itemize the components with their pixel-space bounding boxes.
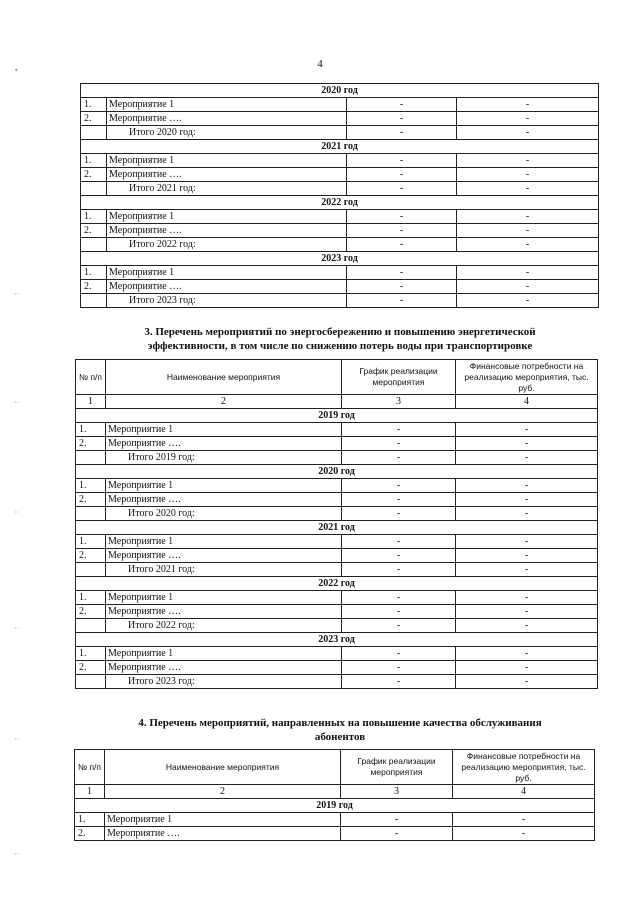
schedule-value: - bbox=[347, 112, 457, 126]
activity-row bbox=[81, 224, 599, 238]
row-number-empty bbox=[76, 507, 106, 521]
section-4-title-line2: абонентов bbox=[314, 731, 366, 743]
row-number: 2. bbox=[81, 224, 107, 238]
finance-value: - bbox=[457, 126, 599, 140]
year-label: 2020 год bbox=[81, 84, 599, 98]
year-row bbox=[81, 196, 599, 210]
row-number: 2. bbox=[81, 280, 107, 294]
schedule-value: - bbox=[347, 266, 457, 280]
year-total-label: Итого 2023 год: bbox=[106, 675, 342, 689]
finance-value: - bbox=[456, 647, 598, 661]
activity-name: Мероприятие 1 bbox=[106, 535, 342, 549]
year-total-label: Итого 2020 год: bbox=[106, 507, 342, 521]
row-number: 1. bbox=[76, 591, 106, 605]
year-label: 2023 год bbox=[76, 633, 598, 647]
activity-name: Мероприятие 1 bbox=[107, 154, 347, 168]
row-number: 2. bbox=[81, 168, 107, 182]
service-quality-table bbox=[74, 749, 595, 841]
schedule-value: - bbox=[342, 563, 456, 577]
finance-value: - bbox=[456, 423, 598, 437]
finance-value: - bbox=[457, 168, 599, 182]
column-number: 2 bbox=[106, 395, 342, 409]
finance-value: - bbox=[457, 112, 599, 126]
row-number: 2. bbox=[76, 549, 106, 563]
finance-value: - bbox=[456, 619, 598, 633]
year-label: 2023 год bbox=[81, 252, 599, 266]
row-number-empty bbox=[76, 563, 106, 577]
activity-row bbox=[76, 479, 598, 493]
activity-name: Мероприятие 1 bbox=[107, 210, 347, 224]
total-row bbox=[76, 619, 598, 633]
finance-value: - bbox=[457, 98, 599, 112]
finance-value: - bbox=[456, 535, 598, 549]
year-label: 2022 год bbox=[81, 196, 599, 210]
finance-value: - bbox=[453, 827, 595, 841]
row-number-empty bbox=[81, 126, 107, 140]
year-row bbox=[76, 577, 598, 591]
activity-name: Мероприятие 1 bbox=[106, 423, 342, 437]
margin-scan-mark: ·· bbox=[14, 398, 20, 407]
row-number-empty bbox=[76, 451, 106, 465]
energy-efficiency-table-body bbox=[76, 360, 598, 689]
row-number: 1. bbox=[76, 423, 106, 437]
schedule-value: - bbox=[347, 280, 457, 294]
activity-row bbox=[81, 154, 599, 168]
year-row bbox=[81, 84, 599, 98]
section-3-title-line1: 3. Перечень мероприятий по энергосбережению и повышению энергетической bbox=[144, 326, 536, 338]
section-4-title bbox=[40, 716, 640, 744]
activities-table-body bbox=[81, 84, 599, 308]
row-number: 1. bbox=[75, 813, 105, 827]
finance-value: - bbox=[456, 437, 598, 451]
schedule-value: - bbox=[342, 647, 456, 661]
finance-value: - bbox=[456, 605, 598, 619]
header-name-col: Наименование мероприятия bbox=[106, 360, 342, 395]
schedule-value: - bbox=[342, 493, 456, 507]
activity-name: Мероприятие …. bbox=[107, 280, 347, 294]
page-number: 4 bbox=[317, 58, 323, 70]
activity-name: Мероприятие 1 bbox=[106, 591, 342, 605]
row-number-empty bbox=[81, 238, 107, 252]
activity-name: Мероприятие …. bbox=[106, 493, 342, 507]
row-number: 1. bbox=[81, 154, 107, 168]
activity-row bbox=[76, 437, 598, 451]
table-header-row bbox=[75, 750, 595, 785]
activity-row bbox=[76, 423, 598, 437]
finance-value: - bbox=[456, 479, 598, 493]
section-3-title-line2: эффективности, в том числе по снижению потерь воды при транспортировке bbox=[147, 340, 533, 352]
activity-row bbox=[75, 813, 595, 827]
schedule-value: - bbox=[342, 661, 456, 675]
finance-value: - bbox=[457, 280, 599, 294]
activity-name: Мероприятие …. bbox=[107, 224, 347, 238]
schedule-value: - bbox=[342, 591, 456, 605]
row-number: 1. bbox=[76, 479, 106, 493]
finance-value: - bbox=[457, 154, 599, 168]
service-quality-table-body bbox=[75, 750, 595, 841]
schedule-value: - bbox=[342, 619, 456, 633]
year-row bbox=[76, 633, 598, 647]
year-total-label: Итого 2019 год: bbox=[106, 451, 342, 465]
finance-value: - bbox=[457, 224, 599, 238]
schedule-value: - bbox=[342, 451, 456, 465]
column-number: 3 bbox=[342, 395, 456, 409]
schedule-value: - bbox=[341, 827, 453, 841]
total-row bbox=[76, 451, 598, 465]
finance-value: - bbox=[457, 210, 599, 224]
column-number: 4 bbox=[456, 395, 598, 409]
row-number: 1. bbox=[81, 266, 107, 280]
margin-scan-mark: ·· bbox=[14, 735, 20, 744]
schedule-value: - bbox=[347, 210, 457, 224]
activity-name: Мероприятие …. bbox=[106, 661, 342, 675]
total-row bbox=[76, 675, 598, 689]
row-number: 1. bbox=[76, 535, 106, 549]
margin-scan-mark: ·· bbox=[14, 290, 20, 299]
header-number-col: № п/п bbox=[76, 360, 106, 395]
row-number-empty bbox=[76, 675, 106, 689]
header-schedule-col: График реализации мероприятия bbox=[342, 360, 456, 395]
year-row bbox=[75, 799, 595, 813]
row-number-empty bbox=[76, 619, 106, 633]
year-total-label: Итого 2020 год: bbox=[107, 126, 347, 140]
year-total-label: Итого 2022 год: bbox=[107, 238, 347, 252]
finance-value: - bbox=[457, 238, 599, 252]
year-row bbox=[76, 409, 598, 423]
schedule-value: - bbox=[342, 605, 456, 619]
year-label: 2019 год bbox=[76, 409, 598, 423]
schedule-value: - bbox=[347, 238, 457, 252]
year-label: 2021 год bbox=[81, 140, 599, 154]
total-row bbox=[76, 507, 598, 521]
header-finance-col: Финансовые потребности на реализацию мероприятия, тыс. руб. bbox=[453, 750, 595, 785]
year-label: 2021 год bbox=[76, 521, 598, 535]
total-row bbox=[81, 294, 599, 308]
activity-row bbox=[76, 647, 598, 661]
finance-value: - bbox=[457, 266, 599, 280]
row-number: 1. bbox=[81, 98, 107, 112]
schedule-value: - bbox=[342, 423, 456, 437]
activity-row bbox=[81, 98, 599, 112]
year-total-label: Итого 2023 год: bbox=[107, 294, 347, 308]
header-schedule-col: График реализации мероприятия bbox=[341, 750, 453, 785]
activity-name: Мероприятие 1 bbox=[106, 647, 342, 661]
column-number: 4 bbox=[453, 785, 595, 799]
year-row bbox=[76, 465, 598, 479]
activity-name: Мероприятие …. bbox=[106, 605, 342, 619]
year-total-label: Итого 2021 год: bbox=[106, 563, 342, 577]
row-number: 2. bbox=[76, 437, 106, 451]
header-name-col: Наименование мероприятия bbox=[105, 750, 341, 785]
column-number-row bbox=[75, 785, 595, 799]
activity-row bbox=[75, 827, 595, 841]
column-number: 1 bbox=[76, 395, 106, 409]
row-number: 2. bbox=[76, 605, 106, 619]
schedule-value: - bbox=[347, 126, 457, 140]
schedule-value: - bbox=[342, 507, 456, 521]
schedule-value: - bbox=[342, 437, 456, 451]
row-number-empty bbox=[81, 294, 107, 308]
finance-value: - bbox=[456, 661, 598, 675]
column-number: 3 bbox=[341, 785, 453, 799]
total-row bbox=[81, 126, 599, 140]
row-number: 2. bbox=[76, 661, 106, 675]
finance-value: - bbox=[456, 451, 598, 465]
year-label: 2020 год bbox=[76, 465, 598, 479]
margin-scan-mark: ·· bbox=[14, 624, 20, 633]
finance-value: - bbox=[456, 675, 598, 689]
energy-efficiency-table bbox=[75, 359, 598, 689]
activity-name: Мероприятие …. bbox=[106, 437, 342, 451]
year-label: 2022 год bbox=[76, 577, 598, 591]
total-row bbox=[76, 563, 598, 577]
activity-row bbox=[81, 112, 599, 126]
header-number-col: № п/п bbox=[75, 750, 105, 785]
schedule-value: - bbox=[347, 98, 457, 112]
row-number: 1. bbox=[76, 647, 106, 661]
activity-name: Мероприятие 1 bbox=[106, 479, 342, 493]
activity-name: Мероприятие 1 bbox=[107, 266, 347, 280]
finance-value: - bbox=[456, 549, 598, 563]
activity-name: Мероприятие …. bbox=[107, 168, 347, 182]
activity-row bbox=[76, 549, 598, 563]
activity-name: Мероприятие …. bbox=[107, 112, 347, 126]
activity-row bbox=[76, 661, 598, 675]
finance-value: - bbox=[453, 813, 595, 827]
schedule-value: - bbox=[347, 224, 457, 238]
year-total-label: Итого 2021 год: bbox=[107, 182, 347, 196]
schedule-value: - bbox=[342, 675, 456, 689]
activity-row bbox=[76, 605, 598, 619]
column-number-row bbox=[76, 395, 598, 409]
margin-scan-mark: ·· bbox=[14, 508, 20, 517]
activity-name: Мероприятие …. bbox=[106, 549, 342, 563]
activity-row bbox=[81, 210, 599, 224]
finance-value: - bbox=[457, 294, 599, 308]
activity-name: Мероприятие 1 bbox=[107, 98, 347, 112]
activities-table-continued bbox=[80, 83, 599, 308]
activity-row bbox=[81, 266, 599, 280]
margin-scan-mark: • bbox=[14, 66, 19, 75]
year-label: 2019 год bbox=[75, 799, 595, 813]
year-row bbox=[81, 140, 599, 154]
schedule-value: - bbox=[347, 154, 457, 168]
section-4-title-line1: 4. Перечень мероприятий, направленных на повышение качества обслуживания bbox=[138, 717, 542, 729]
activity-name: Мероприятие …. bbox=[105, 827, 341, 841]
row-number-empty bbox=[81, 182, 107, 196]
section-3-title bbox=[40, 325, 640, 353]
column-number: 2 bbox=[105, 785, 341, 799]
row-number: 1. bbox=[81, 210, 107, 224]
margin-scan-mark: ·· bbox=[14, 850, 20, 859]
year-row bbox=[81, 252, 599, 266]
row-number: 2. bbox=[75, 827, 105, 841]
finance-value: - bbox=[456, 563, 598, 577]
column-number: 1 bbox=[75, 785, 105, 799]
schedule-value: - bbox=[342, 479, 456, 493]
activity-row bbox=[81, 168, 599, 182]
activity-row bbox=[76, 493, 598, 507]
schedule-value: - bbox=[347, 294, 457, 308]
activity-row bbox=[76, 535, 598, 549]
schedule-value: - bbox=[342, 549, 456, 563]
year-total-label: Итого 2022 год: bbox=[106, 619, 342, 633]
finance-value: - bbox=[456, 507, 598, 521]
total-row bbox=[81, 182, 599, 196]
schedule-value: - bbox=[341, 813, 453, 827]
header-finance-col: Финансовые потребности на реализацию мероприятия, тыс. руб. bbox=[456, 360, 598, 395]
finance-value: - bbox=[457, 182, 599, 196]
total-row bbox=[81, 238, 599, 252]
finance-value: - bbox=[456, 591, 598, 605]
year-row bbox=[76, 521, 598, 535]
table-header-row bbox=[76, 360, 598, 395]
schedule-value: - bbox=[347, 182, 457, 196]
activity-row bbox=[81, 280, 599, 294]
row-number: 2. bbox=[76, 493, 106, 507]
schedule-value: - bbox=[342, 535, 456, 549]
activity-row bbox=[76, 591, 598, 605]
schedule-value: - bbox=[347, 168, 457, 182]
activity-name: Мероприятие 1 bbox=[105, 813, 341, 827]
finance-value: - bbox=[456, 493, 598, 507]
row-number: 2. bbox=[81, 112, 107, 126]
